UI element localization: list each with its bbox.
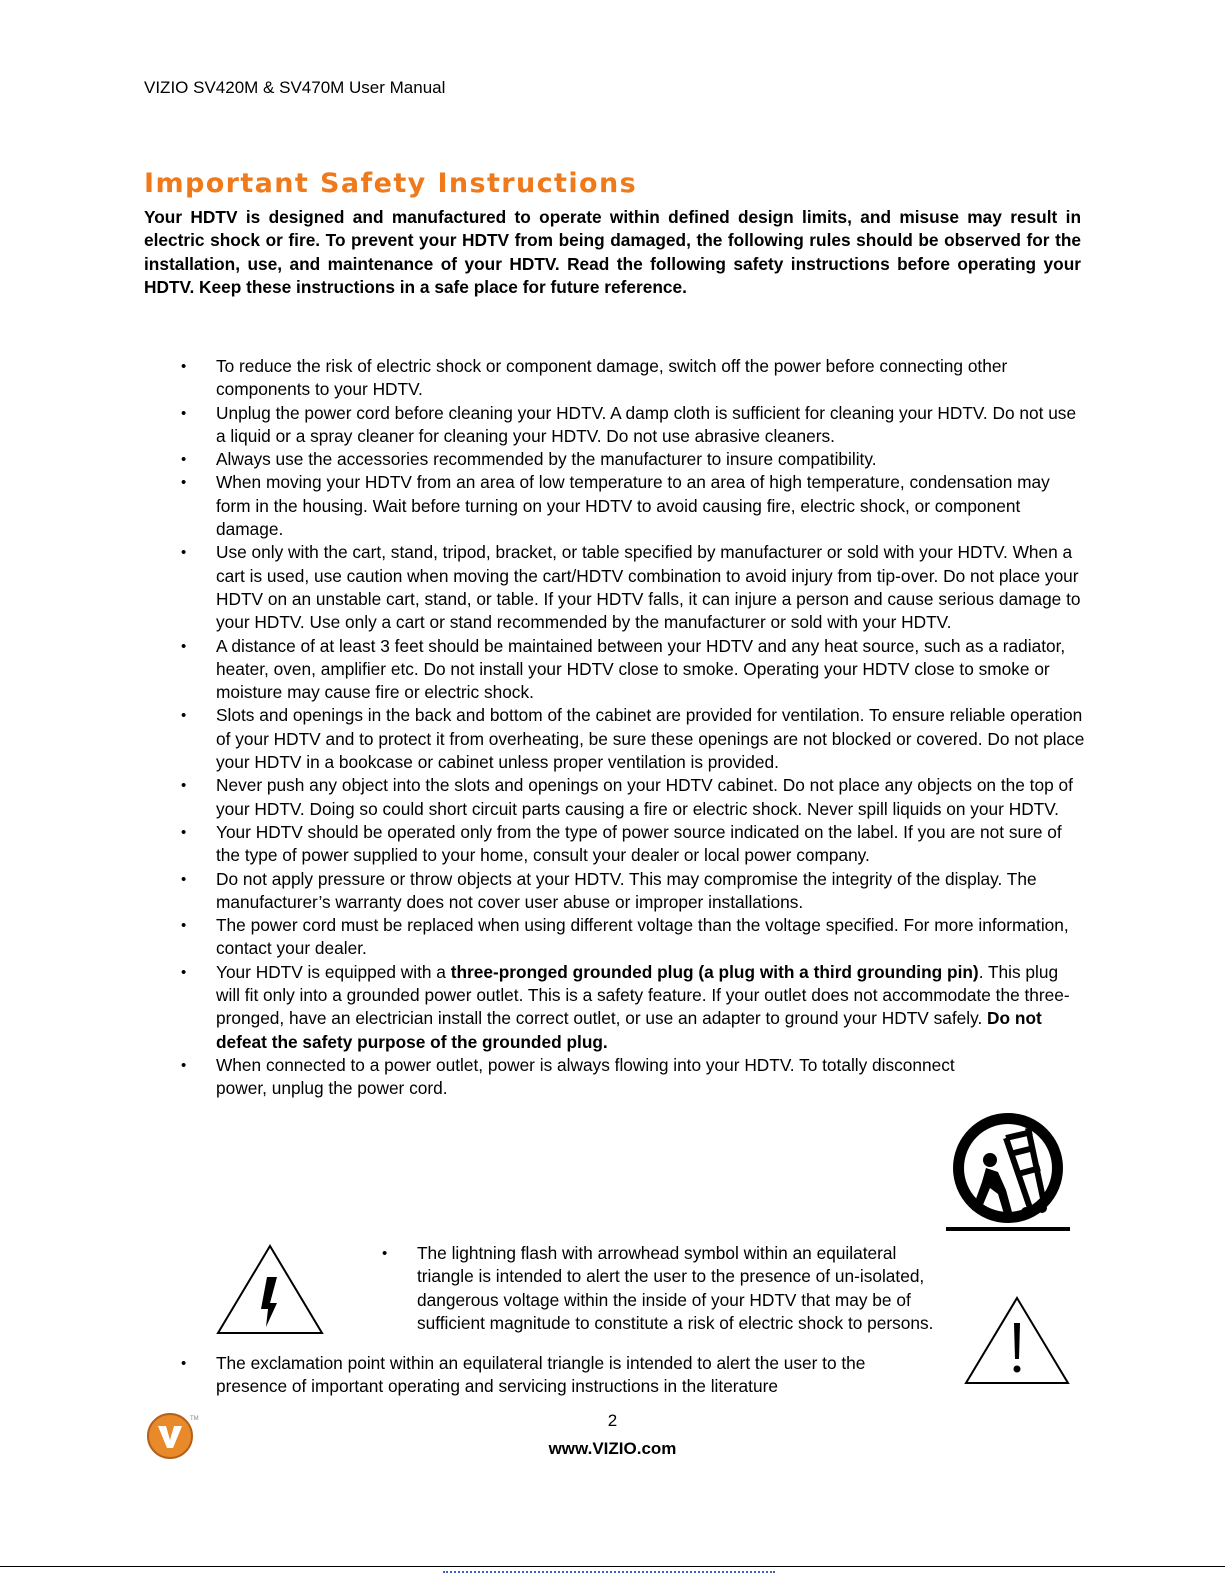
- list-item-plug: [181, 961, 1086, 1054]
- plug-text-1: Your HDTV is equipped with a: [216, 961, 451, 982]
- list-item: • To reduce the risk of electric shock or component damage, switch off the power before connecting other components to your HDTV.: [181, 355, 1086, 402]
- list-item: • When moving your HDTV from an area of low temperature to an area of high temperature, condensation may form in the housing. Wait before turning on your HDTV to avoid causing fire, electric shock, or component damage.: [181, 471, 1086, 541]
- page-header: VIZIO SV420M & SV470M User Manual: [144, 78, 446, 97]
- section-title: Important Safety Instructions: [144, 168, 638, 199]
- lightning-triangle-icon: [215, 1243, 325, 1337]
- plug-bold-2: Do not defeat the safety purpose of the grounded plug.: [216, 1008, 1042, 1052]
- exclamation-list: [181, 1352, 941, 1399]
- list-item: • Always use the accessories recommended by the manufacturer to insure compatibility.: [181, 448, 1086, 471]
- list-item-exclamation: • The exclamation point within an equilateral triangle is intended to alert the user to the presence of important operating and servicing instructions in the literature: [181, 1352, 941, 1399]
- page-number: 2: [607, 1411, 618, 1430]
- list-item: • A distance of at least 3 feet should be maintained between your HDTV and any heat source, such as a radiator, heater, oven, amplifier etc. Do not install your HDTV close to smoke. Operating your HDTV close to smoke or moisture may cause fire or electric shock.: [181, 635, 1086, 705]
- list-item: • Your HDTV should be operated only from the type of power source indicated on the label. If you are not sure of the type of power supplied to your home, consult your dealer or local power company.: [181, 821, 1086, 868]
- list-item: • Never push any object into the slots and openings on your HDTV cabinet. Do not place any objects on the top of your HDTV. Doing so could short circuit parts causing a fire or electric shock. Never spill liquids on your HDTV.: [181, 774, 1086, 821]
- plug-bold-1: three-pronged grounded plug (a plug with a third grounding pin): [450, 961, 979, 982]
- link-underline: [443, 1571, 775, 1573]
- list-item-power: • When connected to a power outlet, power is always flowing into your HDTV. To totally disconnect power, unplug the power cord.: [181, 1054, 961, 1101]
- list-item: • Slots and openings in the back and bottom of the cabinet are provided for ventilation. To ensure reliable operation of your HDTV and to protect it from overheating, be sure these openings are not blocked or covered. Do not place your HDTV in a bookcase or cabinet unless proper ventilation is provided.: [181, 704, 1086, 774]
- svg-text:TM: TM: [190, 1416, 199, 1422]
- list-item-lightning: • The lightning flash with arrowhead symbol within an equilateral triangle is intended to alert the user to the presence of un-isolated, dangerous voltage within the inside of your HDTV that may be of sufficient magnitude to constitute a risk of electric shock to persons.: [382, 1242, 947, 1335]
- list-item: • Unplug the power cord before cleaning your HDTV. A damp cloth is sufficient for cleaning your HDTV. Do not use a liquid or a spray cleaner for cleaning your HDTV. Do not use abrasive cleaners.: [181, 402, 1086, 449]
- safety-rules-list: [181, 355, 1086, 1101]
- website-footer: www.VIZIO.com: [548, 1439, 677, 1458]
- plug-text-2: . This plug will fit only into a grounded power outlet. This is a safety feature. If your outlet does not accommodate the three-pronged, have an electrician install the correct outlet, or use an adapter to ground your HDTV safely.: [216, 961, 1070, 1029]
- list-item: • Use only with the cart, stand, tripod, bracket, or table specified by manufacturer or sold with your HDTV. When a cart is used, use caution when moving the cart/HDTV combination to avoid injury from tip-over. Do not place your HDTV on an unstable cart, stand, or table. If your HDTV falls, it can injure a person and cause serious damage to your HDTV. Use only a cart or stand recommended by the manufacturer or sold with your HDTV.: [181, 541, 1086, 634]
- cart-warning-icon: [946, 1108, 1070, 1234]
- footer-divider: [0, 1566, 1225, 1567]
- list-item: • The power cord must be replaced when using different voltage than the voltage specified. For more information, contact your dealer.: [181, 914, 1086, 961]
- list-item: • Do not apply pressure or throw objects at your HDTV. This may compromise the integrity of the display. The manufacturer’s warranty does not cover user abuse or improper installations.: [181, 868, 1086, 915]
- intro-paragraph: Your HDTV is designed and manufactured to operate within defined design limits, and misuse may result in electric shock or fire. To prevent your HDTV from being damaged, the following rules should be observed for the installation, use, and maintenance of your HDTV. Read the following safety instructions before operating your HDTV. Keep these instructions in a safe place for future reference.: [144, 207, 1081, 297]
- exclamation-triangle-icon: [963, 1295, 1071, 1387]
